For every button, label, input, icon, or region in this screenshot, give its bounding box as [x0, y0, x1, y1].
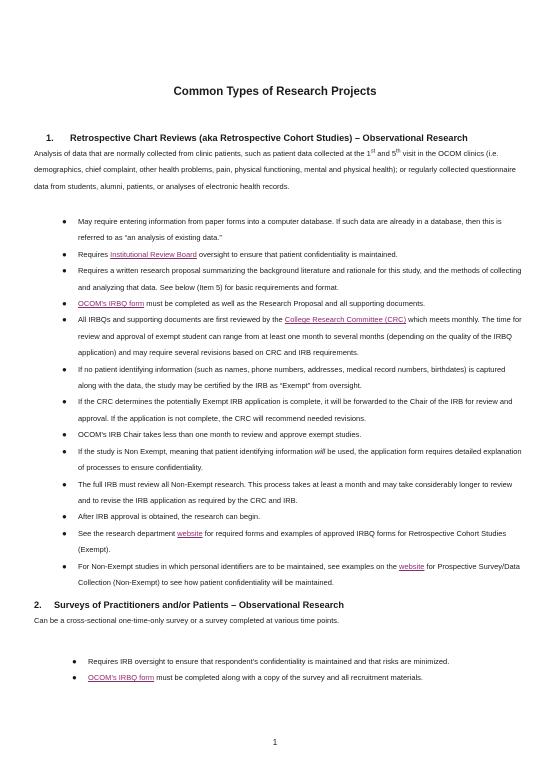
list-item-text: For Non-Exempt studies in which personal identifiers are to be maintained, see examples on the — [78, 561, 400, 571]
list-item — [62, 394, 522, 427]
list-item-text: If the CRC determines the potentially Exempt IRB application is complete, it will be forwarded to the Chair of the IRB for review and approval. If the application is not complete, the CRC will recommend needed revisions. — [78, 397, 513, 423]
list-item — [62, 526, 522, 559]
superscript: th — [396, 148, 401, 155]
list-item — [62, 477, 522, 510]
list-item-text: If no patient identifying information (such as names, phone numbers, addresses, medical record numbers, birthdates) is captured along with the data, the study may be certified by the IRB as “Exempt” from oversight. — [78, 364, 506, 391]
list-item-text: for Prospective Survey/Data Collection (Non-Exempt) to see how patient confidentiality will be maintained. — [78, 561, 520, 587]
list-item-text: May require entering information from paper forms into a computer database. If such data are already in a database, then this is referred to as “an analysis of existing data.” — [78, 217, 502, 243]
section-2-title: Surveys of Practitioners and/or Patients – Observational Research — [54, 600, 345, 610]
crc-link[interactable]: College Research Committee (CRC) — [284, 315, 407, 325]
intro-text: and 5 — [375, 149, 396, 158]
list-item — [62, 214, 522, 247]
bullet-icon: ● — [62, 315, 67, 325]
list-item — [62, 509, 522, 525]
list-item-text: must be completed along with a copy of the survey and all recruitment materials. — [154, 673, 424, 683]
superscript: st — [370, 148, 376, 155]
bullet-icon: ● — [62, 512, 67, 522]
bullet-icon: ● — [62, 479, 67, 489]
list-item-text: The full IRB must review all Non-Exempt research. This process takes at least a month and may take considerably longer to review and to revise the IRB application as required by the CRC and IRB. — [78, 479, 513, 505]
section-2-bullet-list — [72, 654, 522, 687]
bullet-icon: ● — [62, 446, 67, 456]
list-item-text: for required forms and examples of approved IRBQ forms for Retrospective Cohort Studies (Exempt). — [78, 528, 507, 555]
section-1-title: Retrospective Chart Reviews (aka Retrospective Cohort Studies) – Observational Research — [70, 133, 468, 143]
bullet-icon: ● — [62, 299, 67, 309]
website-link[interactable]: website — [399, 561, 425, 571]
intro-text: visit in the OCOM clinics (i.e. demographics, chief complaint, other health problems, pain, physical functioning, mental and physical health); or regularly collected questionnaire data from students, alumni, patients, or analyses of electronic health records. — [34, 149, 516, 191]
list-item — [72, 670, 522, 686]
bullet-icon: ● — [62, 430, 67, 440]
bullet-icon: ● — [62, 266, 67, 276]
page-title: Common Types of Research Projects — [173, 86, 377, 98]
section-2-intro: Can be a cross-sectional one-time-only survey or a survey completed at various time points. — [34, 616, 340, 625]
irbq-form-link[interactable]: OCOM’s IRBQ form — [78, 299, 145, 309]
section-1-number: 1. — [46, 133, 54, 143]
list-item-text: Requires IRB oversight to ensure that respondent’s confidentiality is maintained and that risks are minimized. — [88, 657, 450, 666]
bullet-icon: ● — [62, 397, 67, 407]
bullet-icon: ● — [62, 217, 67, 226]
list-item — [62, 296, 522, 312]
section-1-heading — [46, 133, 468, 143]
list-item-text: Requires a written research proposal summarizing the background literature and rationale for this study, and the methods of collecting and analyzing that data. See below (Item 5) for basic requirements and format. — [78, 266, 522, 292]
list-item — [72, 654, 522, 670]
emphasis-text: will — [314, 446, 326, 456]
section-1-intro — [34, 146, 520, 195]
list-item-text: OCOM’s IRB Chair takes less than one month to review and approve exempt studies. — [78, 430, 362, 440]
bullet-icon: ● — [62, 364, 67, 374]
section-2-number: 2. — [34, 600, 42, 610]
list-item-text: All IRBQs and supporting documents are first reviewed by the — [78, 315, 285, 325]
list-item-text: Requires — [78, 249, 111, 259]
list-item-text: After IRB approval is obtained, the research can begin. — [78, 512, 261, 522]
irb-link[interactable]: Institutional Review Board — [110, 249, 197, 259]
bullet-icon: ● — [62, 561, 67, 571]
website-link[interactable]: website — [177, 528, 203, 538]
list-item — [62, 559, 522, 592]
list-item-text: must be completed as well as the Research Proposal and all supporting documents. — [144, 299, 426, 309]
bullet-icon: ● — [72, 657, 77, 666]
bullet-icon: ● — [72, 673, 77, 683]
section-2-heading — [34, 600, 344, 610]
page-number: 1 — [272, 738, 278, 747]
section-1-bullet-list — [62, 214, 522, 591]
list-item — [62, 247, 522, 263]
list-item-text: If the study is Non Exempt, meaning that patient identifying information — [78, 446, 315, 456]
bullet-icon: ● — [62, 249, 67, 259]
irbq-form-link[interactable]: OCOM’s IRBQ form — [88, 673, 155, 683]
intro-text: Analysis of data that are normally collected from clinic patients, such as patient data collected at the 1 — [34, 149, 371, 158]
list-item — [62, 427, 522, 443]
list-item — [62, 444, 522, 477]
list-item-text: oversight to ensure that patient confidentiality is maintained. — [196, 249, 398, 259]
bullet-icon: ● — [62, 528, 67, 538]
list-item — [62, 263, 522, 296]
list-item — [62, 312, 522, 361]
list-item-text: be used, the application form requires detailed explanation of processes to ensure confidentiality. — [78, 446, 522, 473]
list-item-text: See the research department — [78, 528, 178, 538]
list-item — [62, 362, 522, 395]
list-item-text: which meets monthly. The time for review and approval of exempt student can range from at least one month to several months (depending on the quality of the IRBQ application) and may require several revisions based on CRC and IRB requirements. — [78, 315, 522, 358]
